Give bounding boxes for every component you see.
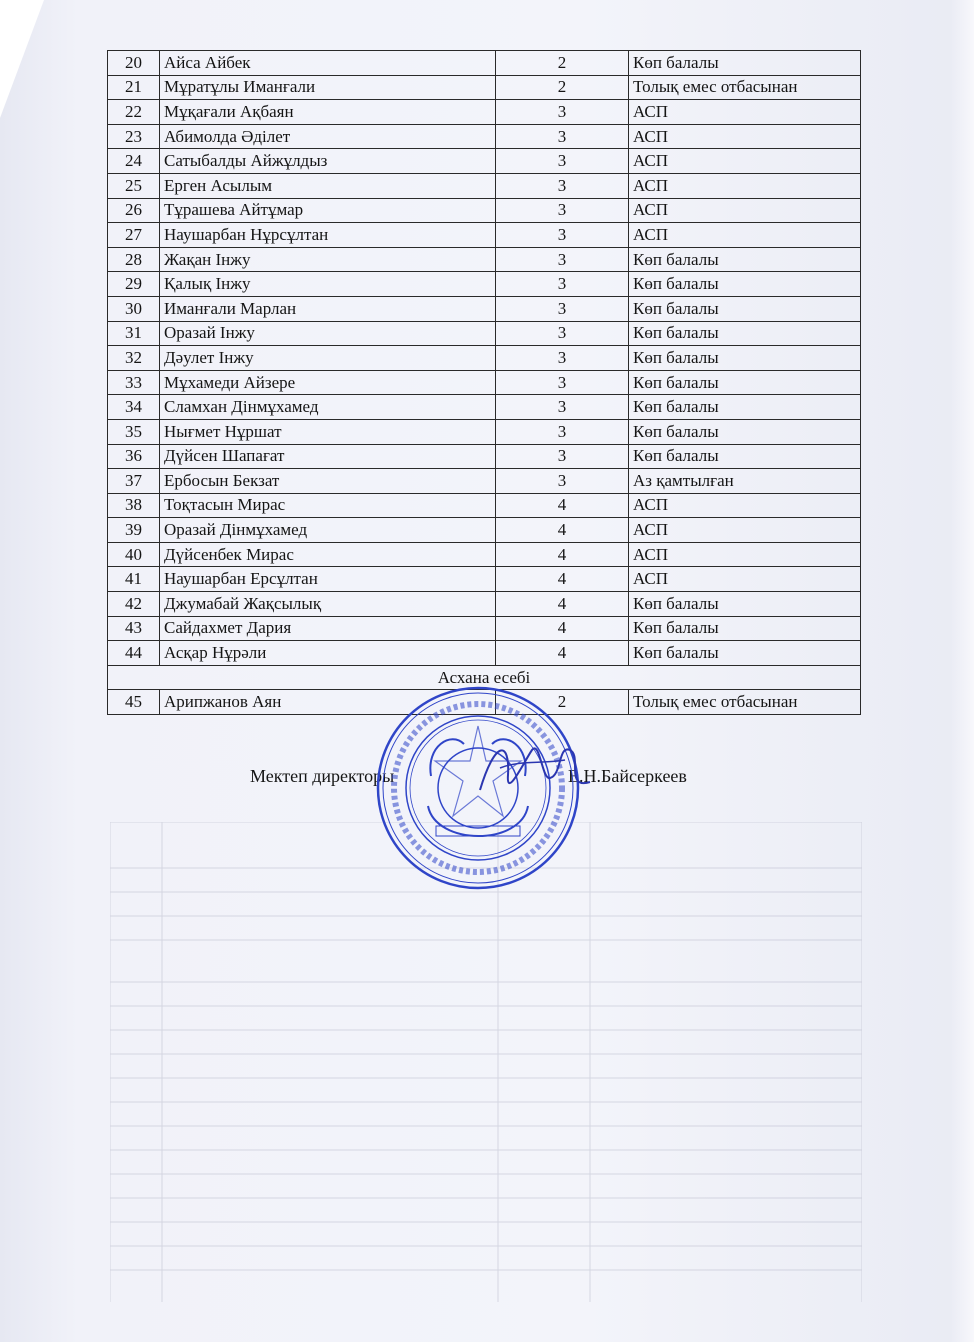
- student-grade: 3: [496, 198, 629, 223]
- student-name: Мұқағали Ақбаян: [160, 100, 496, 125]
- section-title: Асхана есебі: [108, 665, 861, 690]
- student-grade: 4: [496, 567, 629, 592]
- table-row: [108, 616, 861, 641]
- student-category: Көп балалы: [629, 370, 861, 395]
- student-name: Дәулет Інжу: [160, 346, 496, 371]
- student-grade: 3: [496, 469, 629, 494]
- table-row: [108, 346, 861, 371]
- student-grade: 3: [496, 100, 629, 125]
- row-number: 40: [108, 542, 160, 567]
- row-number: 32: [108, 346, 160, 371]
- student-name: Дүйсенбек Мирас: [160, 542, 496, 567]
- row-number: 36: [108, 444, 160, 469]
- student-category: Толық емес отбасынан: [629, 75, 861, 100]
- row-number: 41: [108, 567, 160, 592]
- student-name: Тұрашева Айтұмар: [160, 198, 496, 223]
- student-name: Мұратұлы Иманғали: [160, 75, 496, 100]
- student-name: Джумабай Жақсылық: [160, 592, 496, 617]
- signature-name: Е.Н.Байсеркеев: [568, 766, 687, 786]
- student-category: Көп балалы: [629, 247, 861, 272]
- student-category: Толық емес отбасынан: [629, 690, 861, 715]
- table-row: [108, 321, 861, 346]
- student-grade: 2: [496, 51, 629, 76]
- table-row: [108, 100, 861, 125]
- row-number: 26: [108, 198, 160, 223]
- student-grade: 3: [496, 173, 629, 198]
- student-grade: 4: [496, 641, 629, 666]
- students-table: [107, 50, 861, 715]
- student-category: Көп балалы: [629, 395, 861, 420]
- student-category: Көп балалы: [629, 592, 861, 617]
- student-category: АСП: [629, 493, 861, 518]
- student-category: АСП: [629, 567, 861, 592]
- row-number: 23: [108, 124, 160, 149]
- student-name: Сламхан Дінмұхамед: [160, 395, 496, 420]
- row-number: 24: [108, 149, 160, 174]
- student-name: Ерген Асылым: [160, 173, 496, 198]
- row-number: 34: [108, 395, 160, 420]
- student-grade: 3: [496, 124, 629, 149]
- student-category: Көп балалы: [629, 419, 861, 444]
- row-number: 38: [108, 493, 160, 518]
- student-grade: 4: [496, 493, 629, 518]
- row-number: 45: [108, 690, 160, 715]
- table-row: [108, 444, 861, 469]
- table-row: [108, 198, 861, 223]
- row-number: 20: [108, 51, 160, 76]
- student-grade: 4: [496, 542, 629, 567]
- student-grade: 4: [496, 616, 629, 641]
- student-name: Асқар Нұрәли: [160, 641, 496, 666]
- student-category: Көп балалы: [629, 641, 861, 666]
- students-table-body: [108, 51, 861, 666]
- student-category: АСП: [629, 518, 861, 543]
- row-number: 42: [108, 592, 160, 617]
- student-grade: 4: [496, 518, 629, 543]
- page-edge: [950, 0, 974, 1342]
- row-number: 39: [108, 518, 160, 543]
- student-category: АСП: [629, 223, 861, 248]
- row-number: 25: [108, 173, 160, 198]
- table-row: [108, 223, 861, 248]
- student-grade: 3: [496, 346, 629, 371]
- scanned-page-corner: [0, 0, 44, 118]
- student-grade: 3: [496, 395, 629, 420]
- row-number: 27: [108, 223, 160, 248]
- table-row: [108, 370, 861, 395]
- student-grade: 3: [496, 321, 629, 346]
- student-name: Қалық Інжу: [160, 272, 496, 297]
- student-name: Оразай Інжу: [160, 321, 496, 346]
- student-grade: 3: [496, 296, 629, 321]
- table-row: [108, 567, 861, 592]
- table-row: [108, 272, 861, 297]
- table-row: [108, 296, 861, 321]
- row-number: 44: [108, 641, 160, 666]
- student-grade: 2: [496, 75, 629, 100]
- student-grade: 3: [496, 272, 629, 297]
- row-number: 28: [108, 247, 160, 272]
- student-category: Көп балалы: [629, 272, 861, 297]
- student-name: Абимолда Әділет: [160, 124, 496, 149]
- student-name: Айса Айбек: [160, 51, 496, 76]
- handwritten-signature: [470, 720, 600, 820]
- table-row: [108, 124, 861, 149]
- student-category: АСП: [629, 100, 861, 125]
- table-row: [108, 173, 861, 198]
- student-name: Наушарбан Ерсұлтан: [160, 567, 496, 592]
- row-number: 21: [108, 75, 160, 100]
- student-grade: 4: [496, 592, 629, 617]
- student-category: АСП: [629, 149, 861, 174]
- student-grade: 3: [496, 444, 629, 469]
- table-row: [108, 592, 861, 617]
- student-name: Арипжанов Аян: [160, 690, 496, 715]
- student-grade: 2: [496, 690, 629, 715]
- row-number: 22: [108, 100, 160, 125]
- row-number: 29: [108, 272, 160, 297]
- student-category: Көп балалы: [629, 346, 861, 371]
- student-category: Көп балалы: [629, 616, 861, 641]
- student-category: АСП: [629, 542, 861, 567]
- student-grade: 3: [496, 149, 629, 174]
- student-name: Оразай Дінмұхамед: [160, 518, 496, 543]
- student-grade: 3: [496, 370, 629, 395]
- table-row: [108, 75, 861, 100]
- row-number: 37: [108, 469, 160, 494]
- student-name: Мұхамеди Айзере: [160, 370, 496, 395]
- table-row: [108, 395, 861, 420]
- table-row: [108, 641, 861, 666]
- student-name: Дүйсен Шапағат: [160, 444, 496, 469]
- student-name: Сайдахмет Дария: [160, 616, 496, 641]
- student-name: Сатыбалды Айжұлдыз: [160, 149, 496, 174]
- row-number: 43: [108, 616, 160, 641]
- student-category: Көп балалы: [629, 444, 861, 469]
- row-number: 33: [108, 370, 160, 395]
- student-name: Жақан Інжу: [160, 247, 496, 272]
- student-category: Көп балалы: [629, 296, 861, 321]
- student-name: Тоқтасын Мирас: [160, 493, 496, 518]
- table-row: [108, 493, 861, 518]
- signature-block: [250, 766, 687, 787]
- student-category: Аз қамтылған: [629, 469, 861, 494]
- table-row: [108, 419, 861, 444]
- student-category: АСП: [629, 173, 861, 198]
- student-name: Нығмет Нұршат: [160, 419, 496, 444]
- table-row: [108, 51, 861, 76]
- table-row: [108, 542, 861, 567]
- row-number: 35: [108, 419, 160, 444]
- student-category: АСП: [629, 124, 861, 149]
- student-category: АСП: [629, 198, 861, 223]
- row-number: 30: [108, 296, 160, 321]
- table-row: [108, 518, 861, 543]
- row-number: 31: [108, 321, 160, 346]
- table-row: [108, 469, 861, 494]
- bleed-through-table: [110, 822, 862, 1302]
- student-name: Наушарбан Нұрсұлтан: [160, 223, 496, 248]
- student-category: Көп балалы: [629, 51, 861, 76]
- table-row: [108, 247, 861, 272]
- student-name: Иманғали Марлан: [160, 296, 496, 321]
- student-grade: 3: [496, 223, 629, 248]
- signature-role: Мектеп директоры: [250, 766, 395, 786]
- student-category: Көп балалы: [629, 321, 861, 346]
- student-grade: 3: [496, 419, 629, 444]
- student-name: Ербосын Бекзат: [160, 469, 496, 494]
- student-grade: 3: [496, 247, 629, 272]
- table-row: [108, 149, 861, 174]
